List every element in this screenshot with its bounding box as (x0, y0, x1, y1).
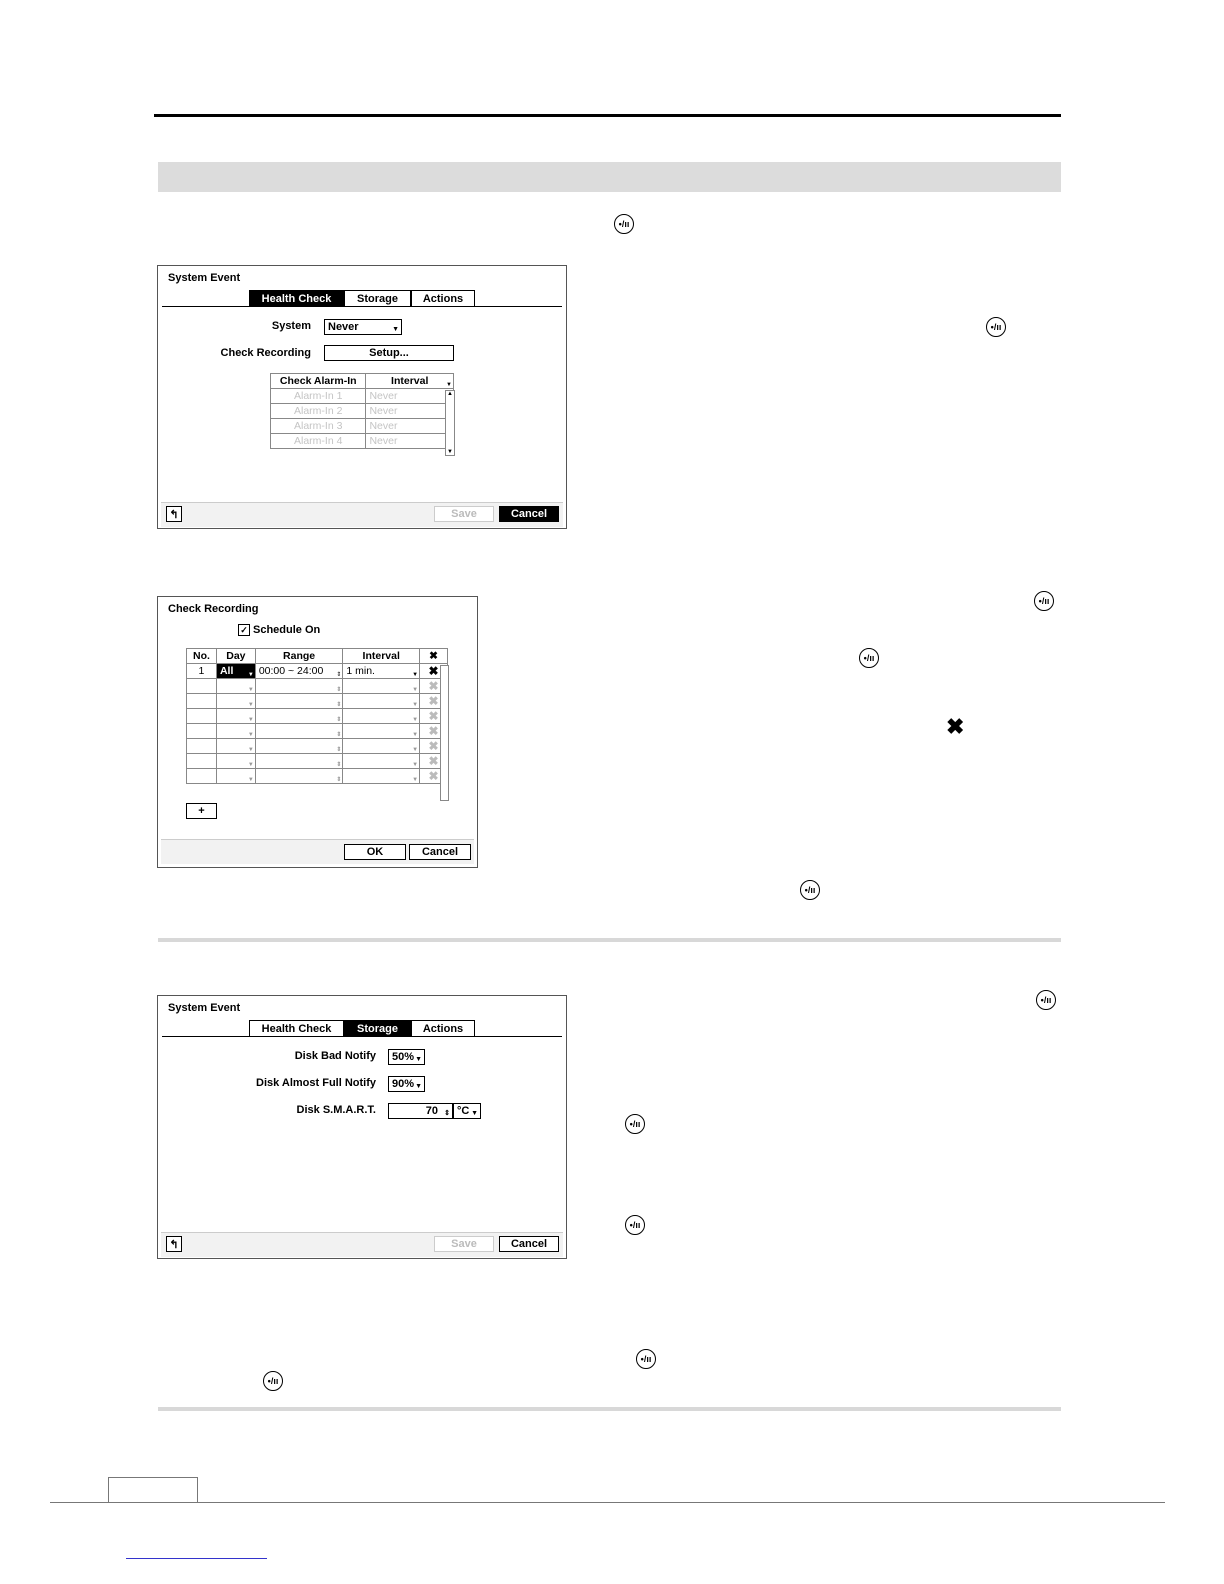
spinner-arrows-icon[interactable]: ⇕ (444, 1110, 450, 1117)
tab-health-check[interactable]: Health Check (249, 290, 344, 306)
dialog-footer (161, 839, 474, 864)
cancel-button[interactable]: Cancel (409, 844, 471, 860)
interval-dropdown[interactable]: ▼ (343, 694, 420, 709)
interval-dropdown[interactable]: ▼ (343, 739, 420, 754)
tab-actions[interactable]: Actions (411, 290, 475, 306)
page-number-tab (108, 1477, 198, 1502)
table-row (271, 389, 454, 404)
interval-cell: Never (366, 404, 454, 419)
play-pause-button-icon: •/ıı (625, 1215, 645, 1235)
play-pause-button-icon: •/ıı (614, 214, 634, 234)
table-row (187, 724, 448, 739)
temp-unit-dropdown[interactable]: °C ▼ (453, 1103, 481, 1119)
chevron-down-icon: ▼ (392, 326, 399, 333)
dialog-footer (161, 502, 563, 527)
alarm-cell: Alarm-In 2 (271, 404, 366, 419)
alarm-cell: Alarm-In 1 (271, 389, 366, 404)
footer-rule (50, 1502, 1165, 1503)
smart-label: Disk S.M.A.R.T. (296, 1104, 376, 1116)
check-recording-label: Check Recording (220, 347, 311, 359)
chevron-down-icon: ▼ (415, 1056, 422, 1063)
day-dropdown[interactable]: ▼ (216, 739, 255, 754)
dialog-title: System Event (168, 1002, 241, 1014)
no-cell (187, 754, 217, 769)
tab-underline (162, 306, 562, 307)
dialog-footer (161, 1232, 563, 1257)
checkbox-checked-icon: ✓ (238, 624, 250, 636)
table-row (187, 769, 448, 784)
day-dropdown[interactable]: ▼ (216, 769, 255, 784)
table-row (187, 739, 448, 754)
play-pause-button-icon: •/ıı (636, 1349, 656, 1369)
day-dropdown[interactable]: ▼ (216, 709, 255, 724)
table-row (271, 419, 454, 434)
disk-full-dropdown[interactable]: 90% ▼ (388, 1076, 425, 1092)
ok-button[interactable]: OK (344, 844, 406, 860)
back-arrow-icon[interactable]: ↰ (166, 506, 182, 522)
table-row (271, 404, 454, 419)
day-dropdown[interactable]: ▼ (216, 694, 255, 709)
scroll-up-icon[interactable]: ▲ (447, 391, 453, 397)
interval-cell: Never (366, 419, 454, 434)
chevron-down-icon: ▼ (415, 1083, 422, 1090)
section-separator (158, 938, 1061, 942)
no-cell (187, 724, 217, 739)
scrollbar[interactable] (445, 390, 455, 456)
interval-cell: Never (366, 434, 454, 449)
day-dropdown[interactable]: All ▼ (216, 664, 255, 679)
range-spinner[interactable]: ⇕ (255, 739, 343, 754)
delete-row-icon[interactable]: ✖ (420, 724, 448, 739)
tab-storage[interactable]: Storage (344, 290, 411, 306)
range-spinner[interactable]: ⇕ (255, 724, 343, 739)
health-check-dialog (157, 265, 567, 529)
table-row (187, 694, 448, 709)
disk-full-label: Disk Almost Full Notify (256, 1077, 376, 1089)
disk-bad-dropdown[interactable]: 50% ▼ (388, 1049, 425, 1065)
alarm-cell: Alarm-In 4 (271, 434, 366, 449)
table-row (187, 679, 448, 694)
tab-bar (249, 1020, 475, 1036)
add-row-button[interactable]: + (186, 803, 217, 819)
dialog-title: System Event (168, 272, 241, 284)
save-button[interactable]: Save (434, 506, 494, 522)
setup-button[interactable]: Setup... (324, 345, 454, 361)
table-row (187, 709, 448, 724)
schedule-on-label: Schedule On (253, 624, 321, 636)
no-cell (187, 739, 217, 754)
table-row (187, 664, 448, 679)
col-header-day: Day (216, 649, 255, 664)
cancel-button[interactable]: Cancel (499, 1236, 559, 1252)
range-spinner[interactable]: ⇕ (255, 769, 343, 784)
interval-dropdown[interactable]: ▼ (343, 709, 420, 724)
tab-bar (249, 290, 475, 306)
play-pause-button-icon: •/ıı (859, 648, 879, 668)
play-pause-button-icon: •/ıı (986, 317, 1006, 337)
schedule-table (186, 648, 448, 784)
interval-dropdown[interactable]: 1 min. ▼ (343, 664, 420, 679)
range-spinner[interactable]: ⇕ (255, 709, 343, 724)
dialog-title: Check Recording (168, 603, 259, 615)
play-pause-button-icon: •/ıı (1036, 990, 1056, 1010)
alarm-cell: Alarm-In 3 (271, 419, 366, 434)
storage-dialog (157, 995, 567, 1259)
back-arrow-icon[interactable]: ↰ (166, 1236, 182, 1252)
delete-row-icon[interactable]: ✖ (420, 769, 448, 784)
tab-health-check[interactable]: Health Check (249, 1020, 344, 1036)
section-separator (158, 1407, 1061, 1411)
range-spinner[interactable]: ⇕ (255, 694, 343, 709)
delete-row-icon[interactable]: ✖ (420, 754, 448, 769)
scrollbar[interactable] (440, 665, 449, 801)
play-pause-button-icon: •/ıı (263, 1371, 283, 1391)
scroll-down-icon[interactable]: ▼ (447, 449, 453, 455)
no-cell (187, 694, 217, 709)
delete-row-icon[interactable]: ✖ (420, 664, 448, 679)
delete-row-icon[interactable]: ✖ (420, 739, 448, 754)
tab-storage[interactable]: Storage (344, 1020, 411, 1036)
play-pause-button-icon: •/ıı (1034, 591, 1054, 611)
no-cell (187, 769, 217, 784)
smart-temp-spinner[interactable]: 70 ⇕ (388, 1103, 453, 1119)
day-dropdown[interactable]: ▼ (216, 724, 255, 739)
no-cell (187, 709, 217, 724)
play-pause-button-icon: •/ıı (625, 1114, 645, 1134)
tab-actions[interactable]: Actions (411, 1020, 475, 1036)
schedule-on-checkbox[interactable] (238, 624, 320, 636)
col-header-interval: Interval (343, 649, 420, 664)
day-dropdown[interactable]: ▼ (216, 679, 255, 694)
system-value: Never (328, 321, 359, 333)
col-header-check-alarm: Check Alarm-In (271, 374, 366, 389)
interval-cell: Never (366, 389, 454, 404)
day-dropdown[interactable]: ▼ (216, 754, 255, 769)
chevron-down-icon: ▼ (471, 1110, 478, 1117)
interval-dropdown[interactable]: ▼ (343, 724, 420, 739)
system-label: System (271, 320, 311, 332)
col-header-no: No. (187, 649, 217, 664)
section-heading-bar (158, 162, 1061, 192)
delete-all-icon[interactable]: ✖ (420, 649, 448, 664)
system-dropdown[interactable] (324, 319, 402, 335)
no-cell: 1 (187, 664, 217, 679)
delete-row-icon[interactable]: ✖ (420, 679, 448, 694)
range-spinner[interactable]: ⇕ (255, 679, 343, 694)
save-button[interactable]: Save (434, 1236, 494, 1252)
table-row (187, 754, 448, 769)
delete-row-icon[interactable]: ✖ (420, 694, 448, 709)
range-spinner[interactable]: ⇕ (255, 754, 343, 769)
check-recording-dialog (157, 596, 478, 868)
footer-underline (126, 1558, 267, 1559)
interval-dropdown[interactable]: ▼ (343, 769, 420, 784)
play-pause-button-icon: •/ıı (800, 880, 820, 900)
range-spinner[interactable]: 00:00 ~ 24:00 ⇕ (255, 664, 343, 679)
cancel-button[interactable]: Cancel (499, 506, 559, 522)
interval-dropdown[interactable]: ▼ (343, 679, 420, 694)
table-row (271, 434, 454, 449)
disk-bad-label: Disk Bad Notify (294, 1050, 376, 1062)
delete-x-icon: ✖ (946, 714, 965, 739)
col-header-range: Range (255, 649, 343, 664)
col-header-interval: Interval ▼ (366, 374, 454, 389)
alarm-in-table (270, 373, 454, 449)
delete-row-icon[interactable]: ✖ (420, 709, 448, 724)
tab-underline (162, 1036, 562, 1037)
header-rule (154, 114, 1061, 117)
interval-dropdown[interactable]: ▼ (343, 754, 420, 769)
no-cell (187, 679, 217, 694)
